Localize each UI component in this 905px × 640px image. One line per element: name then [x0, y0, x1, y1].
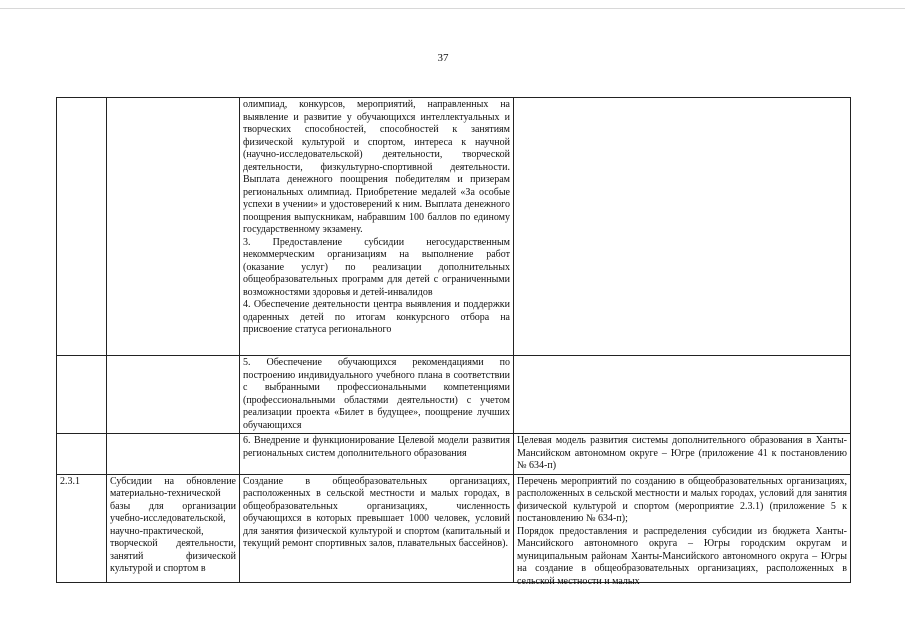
activity-cell — [240, 474, 514, 582]
number-cell: 2.3.1 — [57, 474, 107, 582]
activity-text: 3. Предоставление субсидии негосударственным некоммерческим организациям на выполнение работ (оказание услуг) по реализации дополнительных общеобразовательных программ для детей с ограниченными возможностями здоровья и детей-инвалидов — [243, 236, 510, 298]
measure-name: Субсидии на обновление материально-технической базы для организации учебно-исследовательской, научно-практической, творческой деятельности, занятий физической культурой и спортом в — [110, 475, 236, 574]
activity-cell — [240, 98, 514, 356]
documents-cell — [514, 98, 851, 356]
table-row — [57, 474, 851, 582]
page-number: 37 — [437, 52, 449, 64]
table-row — [57, 356, 851, 434]
name-cell — [107, 356, 240, 434]
activity-text: Создание в общеобразовательных организациях, расположенных в сельской местности и малых городах, в общеобразовательных организациях, численность обучающихся в которых превышает 1000 человек, условий для занятия физической культурой и спортом (капитальный и текущий ремонт спортивных залов, плавательных бассейнов). — [243, 475, 510, 549]
documents-cell — [514, 474, 851, 587]
activity-text: олимпиад, конкурсов, мероприятий, направленных на выявление и развитие у обучающихся интеллектуальных и творческих способностей, способностей к занятиям физической культурой и спортом, интереса к научной (научно-исследовательской) деятельности, творческой деятельности, физкультурно-спортивной деятельности. Выплата денежного поощрения победителям и призерам региональных олимпиад. Приобретение медалей «За особые успехи в учении» и удостоверений к ним. Выплата денежного поощрения выпускникам, набравшим 100 баллов по единому государственному экзамену. — [243, 99, 510, 235]
documents-list — [517, 475, 847, 587]
scan-top-edge — [0, 8, 905, 9]
activity-text: 4. Обеспечение деятельности центра выявления и поддержки одаренных детей по итогам конкурсного отбора на присвоение статуса регионального — [243, 299, 510, 335]
document-text: Перечень мероприятий по созданию в общеобразовательных организациях, расположенных в сельской местности и малых городах, условий для занятия физической культурой и спортом (мероприятие 2.3.1) (приложение 5 к постановлению № 634-п); — [517, 475, 847, 524]
activity-text: 5. Обеспечение обучающихся рекомендациями по построению индивидуального учебного плана в соответствии с выбранными профессиональными компетенциями (профессиональными областями деятельности) с учетом реализации проекта «Билет в будущее», поощрение лучших обучающихся — [243, 357, 510, 431]
name-cell — [107, 434, 240, 475]
document-text: Порядок предоставления и распределения субсидии из бюджета Ханты-Мансийского автономного округа – Югры городским округам и муниципальным районам Ханты-Мансийского автономного округа – Югры на создание в общеобразовательных организациях, расположенных в сельской местности и малых — [517, 525, 847, 587]
table-row — [57, 98, 851, 356]
program-activities-table — [56, 97, 851, 587]
activity-text: 6. Внедрение и функционирование Целевой модели развития региональных систем дополнительного образования — [243, 435, 510, 459]
activity-cell — [240, 356, 514, 434]
activity-cell — [240, 434, 514, 475]
name-cell — [107, 98, 240, 356]
number-cell — [57, 356, 107, 434]
name-cell — [107, 474, 240, 582]
document-text: Целевая модель развития системы дополнительного образования в Ханты-Мансийском автономном округе – Югре (приложение 41 к постановлению № 634-п) — [517, 435, 847, 471]
table-row — [57, 434, 851, 475]
documents-cell — [514, 356, 851, 434]
number-cell — [57, 98, 107, 356]
number-cell — [57, 434, 107, 475]
documents-cell — [514, 434, 851, 475]
